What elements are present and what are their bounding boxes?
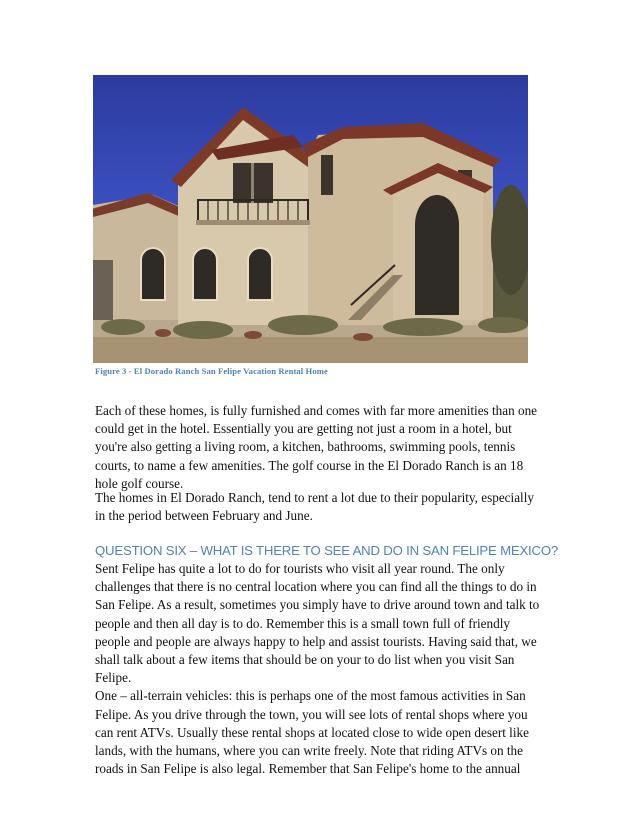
text-line: hole golf course. — [95, 475, 184, 491]
text-line: Each of these homes, is fully furnished and comes with far more amenities than one — [95, 403, 538, 418]
paragraph-amenities — [95, 402, 555, 493]
text-line: challenges that there is no central location where you can find all the things to do in — [95, 579, 537, 595]
text-line: can rent ATVs. Usually these rental shops at located close to wide open desert like — [95, 724, 529, 740]
text-line: you're also getting a living room, a kitchen, bathrooms, swimming pools, tennis — [95, 439, 516, 455]
paragraph-rental-popularity — [95, 489, 555, 525]
text-line: courts, to name a few amenities. The golf course in the El Dorado Ranch is an 18 — [95, 457, 524, 473]
section-heading: QUESTION SIX – WHAT IS THERE TO SEE AND DO IN SAN FELIPE MEXICO? — [95, 543, 559, 558]
text-line: could get in the hotel. Essentially you are getting not just a room in a hotel, but — [95, 421, 512, 437]
house-photo — [93, 75, 528, 363]
text-line: San Felipe. As a result, sometimes you simply have to drive around town and talk to — [95, 597, 540, 613]
text-line: Felipe. As you drive through the town, you will see lots of rental shops where you — [95, 706, 528, 722]
text-line: Sent Felipe has quite a lot to do for tourists who visit all year round. The only — [95, 561, 505, 576]
text-line: people and people are always happy to help and assist tourists. Having said that, we — [95, 633, 537, 649]
text-line: One – all-terrain vehicles: this is perhaps one of the most famous activities in San — [95, 688, 526, 704]
house-photo-illustration — [93, 75, 528, 363]
text-line: people and then all day is to do. Remember this is a small town full of friendly — [95, 615, 510, 631]
text-line: shall talk about a few items that should be on your to do list when you visit San — [95, 652, 515, 668]
text-line: in the period between February and June. — [95, 508, 313, 524]
text-line: The homes in El Dorado Ranch, tend to rent a lot due to their popularity, especially — [95, 490, 534, 505]
figure-caption: Figure 3 - El Dorado Ranch San Felipe Vacation Rental Home — [95, 366, 328, 376]
text-line: Felipe. — [95, 670, 132, 686]
paragraph-things-to-do — [95, 560, 555, 778]
text-line: lands, with the humans, where you can write freely. Note that riding ATVs on the — [95, 743, 523, 759]
text-line: roads in San Felipe is also legal. Remember that San Felipe's home to the annual — [95, 761, 521, 777]
